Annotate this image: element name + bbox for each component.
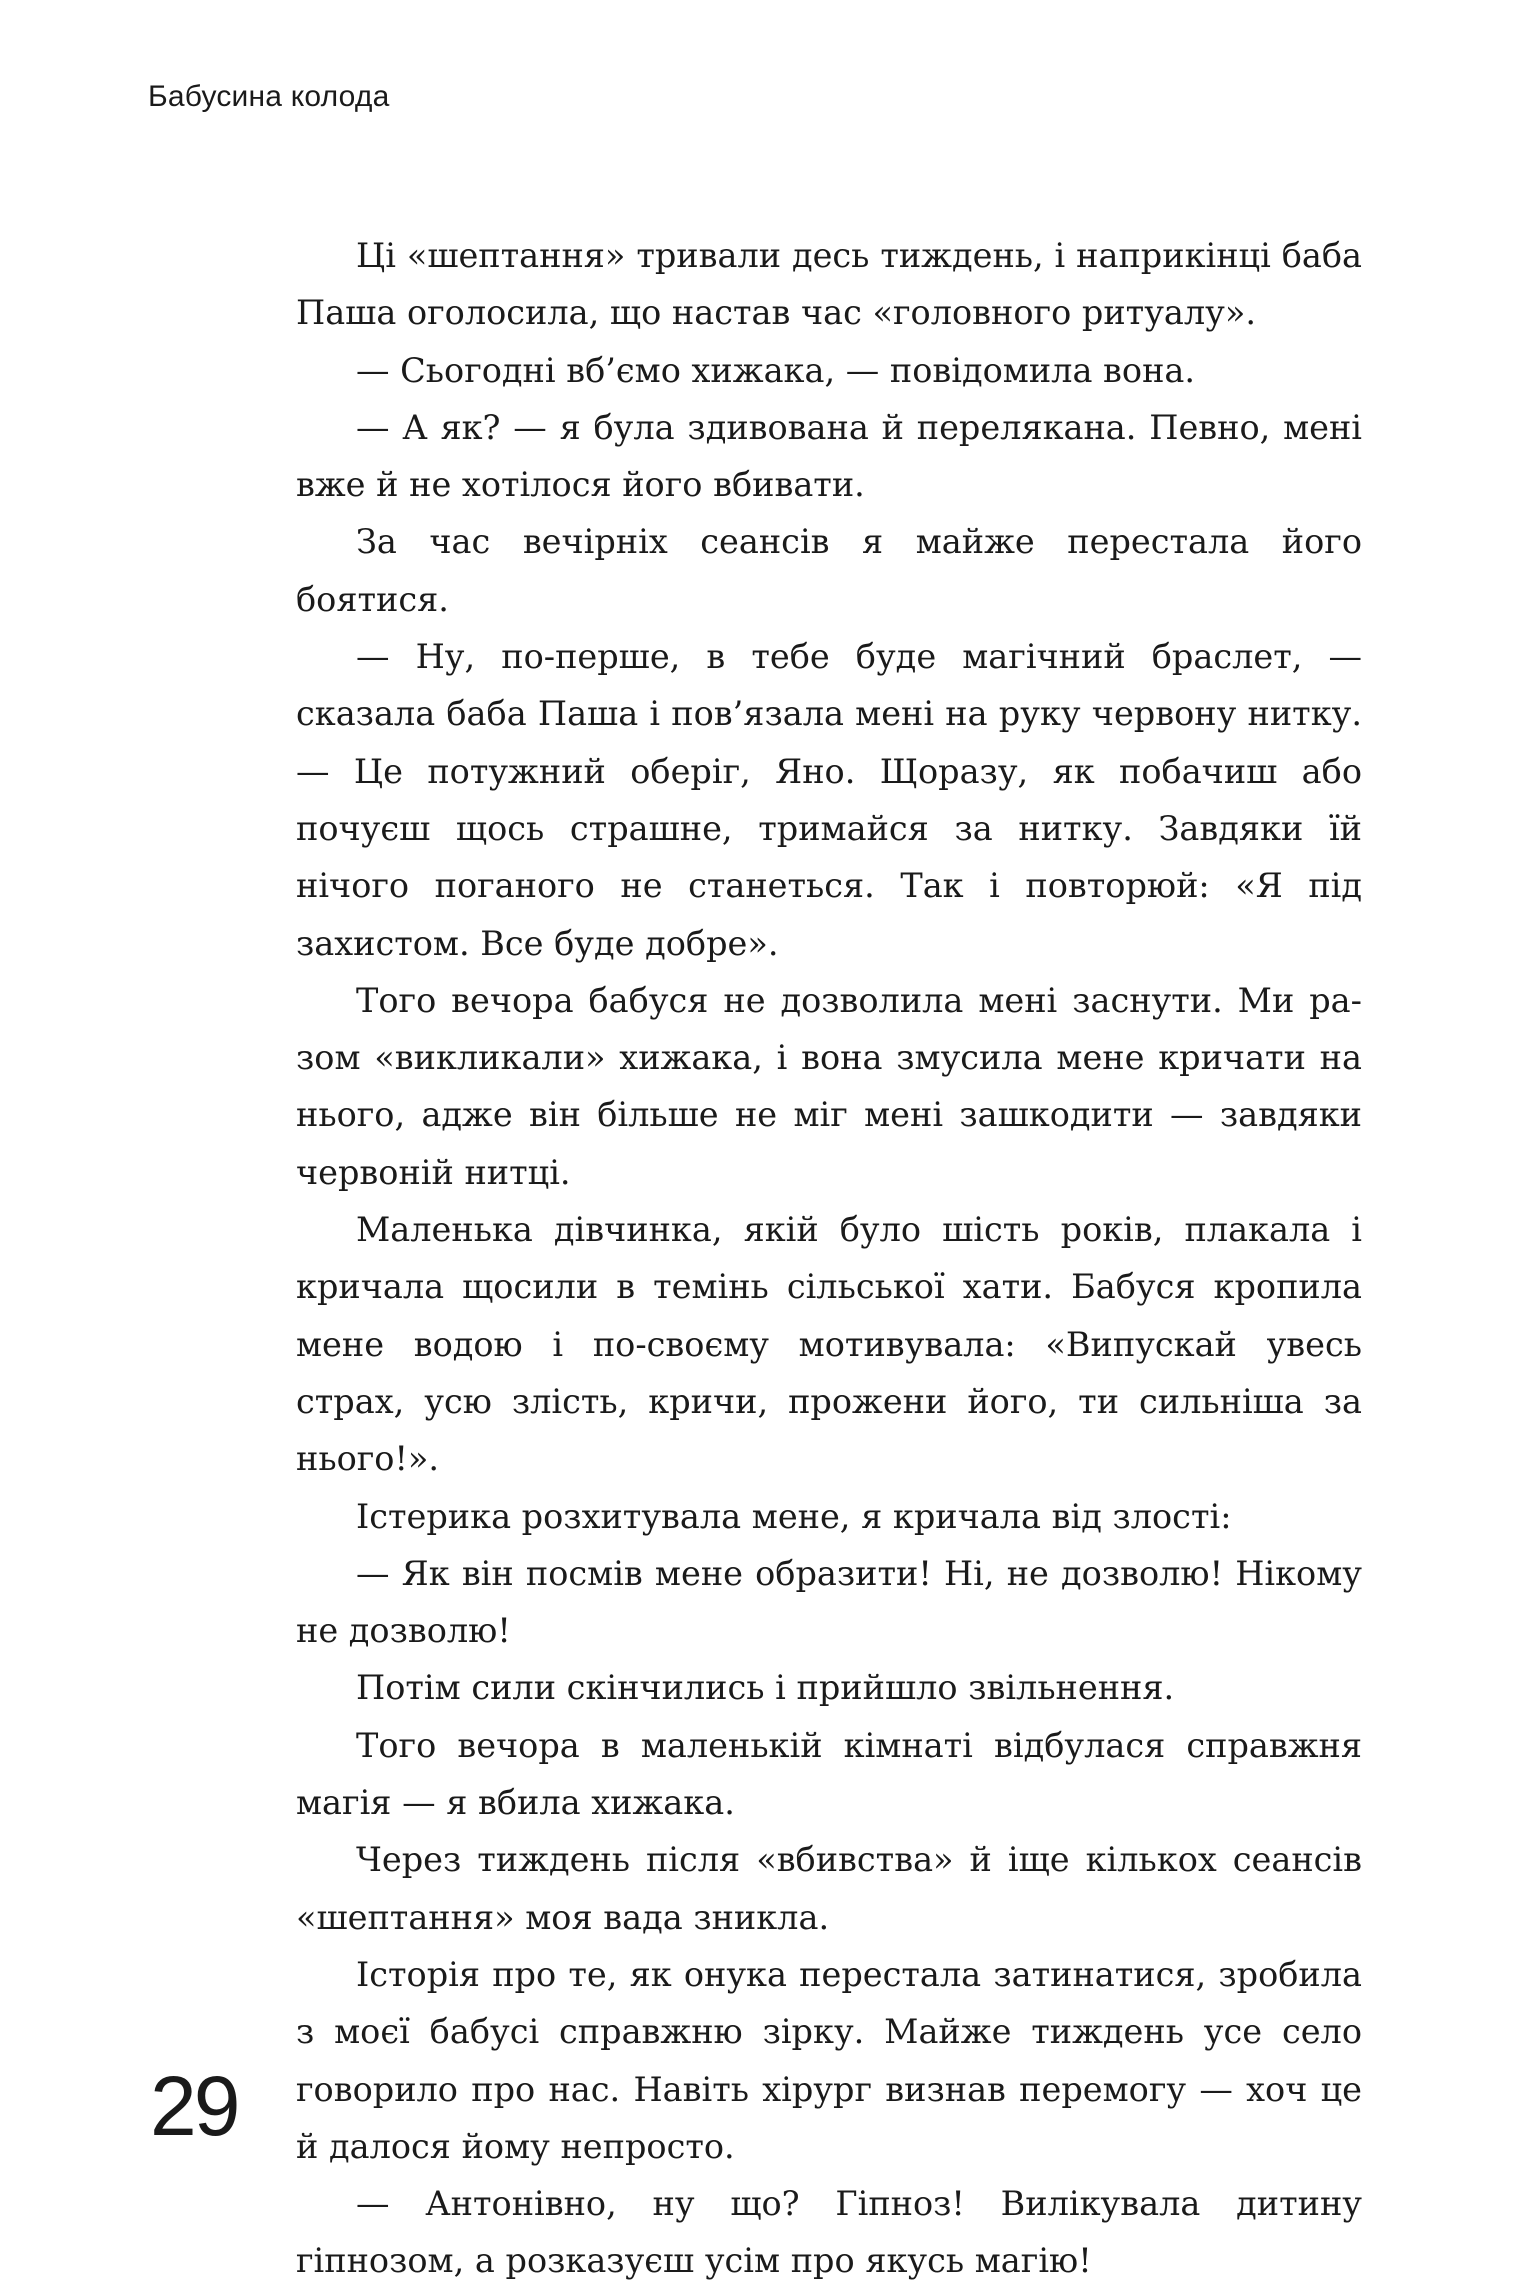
body-text bbox=[296, 227, 1362, 2290]
paragraph: Маленька дівчинка, якій було шість років, плакала і кричала щосили в темінь сільської хати. Бабуся кропила мене водою і по-своєму мотивувала: «Випускай увесь страх, усю злість, кричи, прожени його, ти сильніша за нього!». bbox=[296, 1210, 1362, 1479]
paragraph: За час вечірніх сеансів я майже перестала його боятися. bbox=[296, 522, 1362, 619]
paragraph: Того вечора в маленькій кімнаті відбулася справжня магія — я вбила хижака. bbox=[296, 1725, 1362, 1823]
paragraph: — Ну, по-перше, в тебе буде магічний браслет, — сказала баба Паша і пов’язала мені на руку червону нитку. — Це потужний оберіг, Яно. Щоразу, як побачиш або почуєш щось страшне, тримайся за нитку. Завдяки їй нічого поганого не станеться. Так і повторюй: «Я під захистом. Все буде добре». bbox=[296, 637, 1362, 963]
paragraph: — Сьогодні вб’ємо хижака, — повідомила вона. bbox=[356, 350, 1196, 390]
paragraph: Історія про те, як онука перестала затинатися, зробила з моєї бабусі справжню зірку. Майже тиждень усе село говорило про нас. Навіть хірург визнав перемогу — хоч це й далося йому непросто. bbox=[296, 1954, 1362, 2166]
paragraph: — А як? — я була здивована й перелякана. Певно, мені вже й не хотілося його вбивати. bbox=[296, 407, 1362, 505]
page-number: 29 bbox=[150, 2059, 238, 2153]
running-title: Бабусина колода bbox=[148, 80, 390, 113]
paragraph: Того вечора бабуся не дозволила мені заснути. Ми разом «викликали» хижака, і вона змусила мене кричати на нього, адже він більше не міг мені зашкодити — завдяки червоній нитці. bbox=[296, 980, 1362, 1192]
paragraph: — Антонівно, ну що? Гіпноз! Вилікувала дитину гіпнозом, а розказуєш усім про якусь магію! bbox=[296, 2184, 1362, 2281]
paragraph: — Як він посмів мене образити! Ні, не дозволю! Нікому не дозволю! bbox=[296, 1553, 1362, 1651]
paragraph: Через тиждень після «вбивства» й іще кількох сеансів «шептання» моя вада зникла. bbox=[296, 1840, 1362, 1937]
paragraph: Ці «шептання» тривали десь тиждень, і наприкінці баба Паша оголосила, що настав час «головного ритуалу». bbox=[296, 236, 1362, 333]
paragraph: Потім сили скінчились і прийшло звільнення. bbox=[356, 1668, 1175, 1708]
paragraph: Істерика розхитувала мене, я кричала від злості: bbox=[356, 1496, 1232, 1536]
